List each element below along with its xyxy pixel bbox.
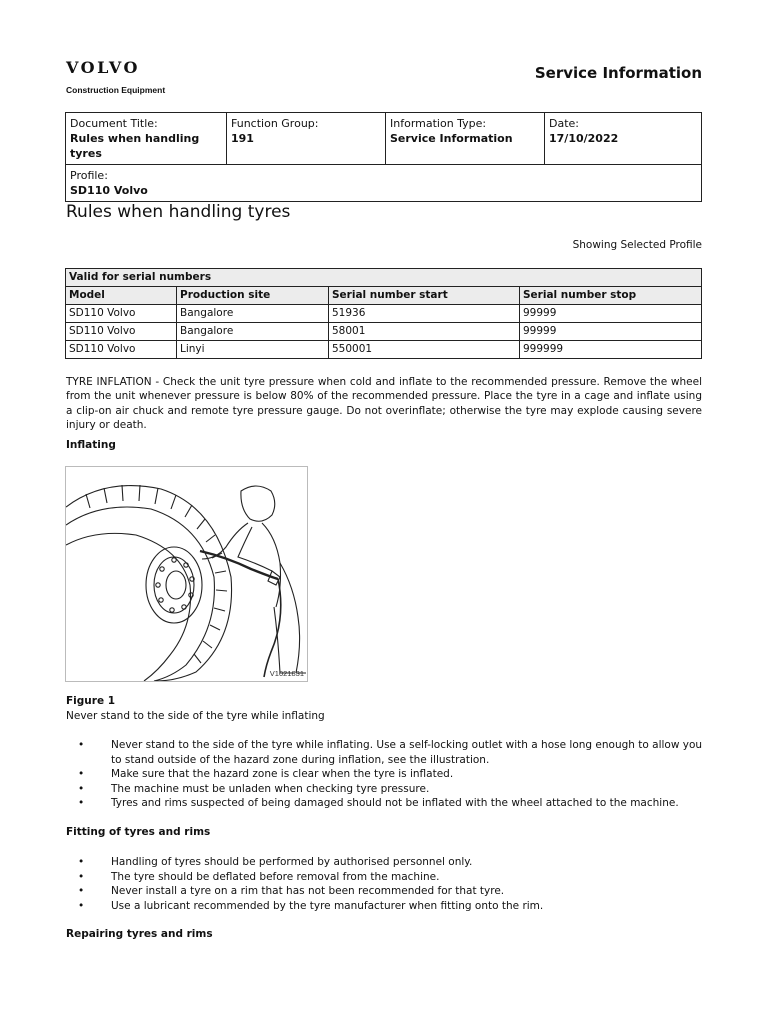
date-label: Date: — [549, 117, 579, 130]
table-row — [66, 323, 702, 341]
volvo-logo: VOLVO — [66, 58, 140, 77]
cell-serial-start: 550001 — [329, 341, 520, 359]
function-group-label: Function Group: — [231, 117, 319, 130]
list-item: • The tyre should be deflated before removal from the machine. — [66, 870, 706, 885]
doc-title-label: Document Title: — [70, 117, 158, 130]
tyre-inflation-illustration — [66, 467, 307, 681]
cell-production-site: Linyi — [177, 341, 329, 359]
cell-production-site: Bangalore — [177, 305, 329, 323]
figure-caption-text: Never stand to the side of the tyre while inflating — [66, 710, 325, 722]
list-item: • Never install a tyre on a rim that has not been recommended for that tyre. — [66, 884, 706, 899]
cell-serial-stop: 999999 — [520, 341, 702, 359]
profile-value: SD110 Volvo — [70, 184, 148, 197]
date-cell — [545, 113, 702, 165]
table-row — [66, 341, 702, 359]
tyre-inflation-paragraph: TYRE INFLATION - Check the unit tyre pressure when cold and inflate to the recommended pressure. Remove the wheel from the unit whenever pressure is below 80% of the recommended pressure. Place the tyre in a cage and inflate using a clip-on air chuck and remote tyre pressure gauge. Do not overinflate; otherwise the tyre may explode causing severe injury or death. — [66, 376, 702, 432]
cell-serial-stop: 99999 — [520, 305, 702, 323]
date-value: 17/10/2022 — [549, 132, 619, 145]
profile-label: Profile: — [70, 169, 108, 182]
function-group-value: 191 — [231, 132, 254, 145]
info-type-cell — [386, 113, 545, 165]
cell-serial-start: 58001 — [329, 323, 520, 341]
section-heading-inflating: Inflating — [66, 439, 116, 451]
header-doc-kind: Service Information — [534, 64, 702, 82]
info-type-label: Information Type: — [390, 117, 487, 130]
col-header-serial-stop: Serial number stop — [520, 287, 702, 305]
profile-cell — [66, 165, 702, 202]
list-item: • The machine must be unladen when checking tyre pressure. — [66, 782, 706, 797]
document-info-table — [65, 112, 702, 202]
serial-numbers-table — [65, 268, 702, 359]
page-title: Rules when handling tyres — [66, 202, 291, 222]
list-item: • Make sure that the hazard zone is clear when the tyre is inflated. — [66, 767, 706, 782]
list-item: • Tyres and rims suspected of being damaged should not be inflated with the wheel attached to the machine. — [66, 796, 706, 811]
fitting-rules-list — [66, 855, 706, 913]
list-item: • Handling of tyres should be performed by authorised personnel only. — [66, 855, 706, 870]
figure-caption: Figure 1 — [66, 695, 116, 707]
function-group-cell — [227, 113, 386, 165]
info-type-value: Service Information — [390, 132, 513, 145]
list-item: • Never stand to the side of the tyre while inflating. Use a self-locking outlet with a hose long enough to allow you to stand outside of the hazard zone during inflation, see the illustration. — [66, 738, 706, 767]
list-item: • Use a lubricant recommended by the tyre manufacturer when fitting onto the rim. — [66, 899, 706, 914]
cell-model: SD110 Volvo — [66, 305, 177, 323]
doc-title-value: Rules when handling tyres — [70, 132, 200, 160]
col-header-serial-start: Serial number start — [329, 287, 520, 305]
cell-serial-stop: 99999 — [520, 323, 702, 341]
logo-subtitle: Construction Equipment — [66, 85, 166, 95]
section-heading-repairing: Repairing tyres and rims — [66, 928, 213, 940]
figure-code: V1021831 — [269, 669, 304, 678]
serial-table-caption: Valid for serial numbers — [66, 269, 702, 287]
profile-note: Showing Selected Profile — [572, 239, 702, 251]
table-row — [66, 305, 702, 323]
figure-tyre-inflation — [65, 466, 308, 682]
doc-title-cell — [66, 113, 227, 165]
inflating-rules-list — [66, 738, 706, 811]
col-header-production-site: Production site — [177, 287, 329, 305]
col-header-model: Model — [66, 287, 177, 305]
cell-serial-start: 51936 — [329, 305, 520, 323]
cell-model: SD110 Volvo — [66, 341, 177, 359]
section-heading-fitting: Fitting of tyres and rims — [66, 826, 211, 838]
cell-production-site: Bangalore — [177, 323, 329, 341]
cell-model: SD110 Volvo — [66, 323, 177, 341]
